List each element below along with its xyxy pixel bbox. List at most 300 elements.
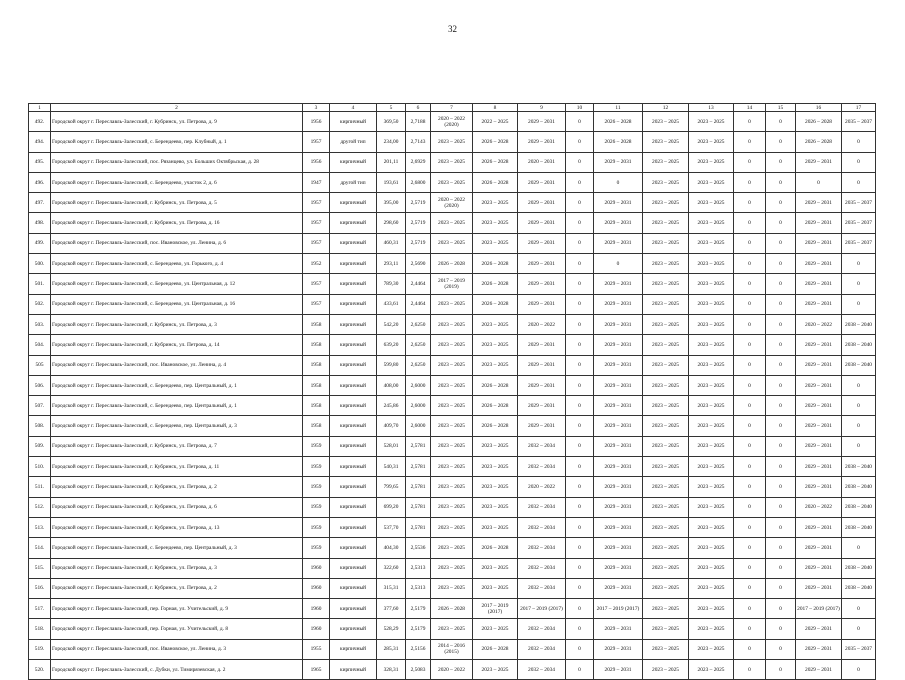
table-cell: 0 — [594, 254, 643, 274]
table-cell: кирпичный — [330, 599, 377, 619]
table-cell: 0 — [566, 152, 594, 172]
table-cell: 2032 – 2034 — [518, 619, 566, 639]
row-number: 513. — [29, 517, 51, 537]
address-cell: Городской округ г. Переславль-Залесский, г. Кубринск, ул. Петрова, д. 11 — [51, 457, 303, 477]
column-header: 6 — [406, 104, 431, 112]
table-cell: 2026 – 2028 — [431, 254, 473, 274]
table-cell: 0 — [734, 193, 766, 213]
table-cell: 2023 – 2025 — [431, 578, 473, 598]
row-number: 506. — [29, 375, 51, 395]
table-cell: 2023 – 2025 — [643, 112, 689, 132]
table-cell: 2,5781 — [406, 457, 431, 477]
table-cell: 2029 – 2031 — [518, 254, 566, 274]
table-cell: 433,61 — [377, 294, 406, 314]
table-row — [29, 172, 876, 192]
table-cell: 2029 – 2031 — [796, 517, 842, 537]
table-cell: 1958 — [303, 314, 330, 334]
address-cell: Городской округ г. Переславль-Залесский, г. Кубринск, ул. Петрова, д. 13 — [51, 517, 303, 537]
table-cell: 2023 – 2025 — [689, 213, 734, 233]
table-cell: 599,80 — [377, 355, 406, 375]
table-cell: 2017 – 2019 (2017) — [473, 599, 518, 619]
table-cell: 234,00 — [377, 132, 406, 152]
table-cell: 2,5083 — [406, 660, 431, 680]
table-cell: 298,60 — [377, 213, 406, 233]
table-cell: 2029 – 2031 — [594, 416, 643, 436]
column-header: 1 — [29, 104, 51, 112]
table-cell: 2023 – 2025 — [431, 213, 473, 233]
table-cell: 2023 – 2025 — [431, 375, 473, 395]
table-cell: 2038 – 2040 — [842, 314, 876, 334]
table-cell: 2,6000 — [406, 416, 431, 436]
table-cell: 1958 — [303, 375, 330, 395]
table-cell: 0 — [842, 254, 876, 274]
address-cell: Городской округ г. Переславль-Залесский, с. Берендеево, ул. Центральная, д. 12 — [51, 274, 303, 294]
table-cell: 2038 – 2040 — [842, 517, 876, 537]
table-cell: 2029 – 2031 — [594, 639, 643, 659]
table-cell: 2029 – 2031 — [518, 375, 566, 395]
table-cell: 369,50 — [377, 112, 406, 132]
table-cell: 0 — [566, 112, 594, 132]
table-cell: 2023 – 2025 — [431, 396, 473, 416]
table-cell: 1965 — [303, 660, 330, 680]
table-cell: 1959 — [303, 517, 330, 537]
table-cell: 0 — [734, 274, 766, 294]
table-row — [29, 233, 876, 253]
table-cell: 2023 – 2025 — [689, 152, 734, 172]
table-cell: 2023 – 2025 — [643, 132, 689, 152]
table-cell: 2,5781 — [406, 497, 431, 517]
table-cell: 1958 — [303, 416, 330, 436]
table-cell: 2029 – 2031 — [594, 538, 643, 558]
table-cell: 0 — [842, 172, 876, 192]
table-cell: 1957 — [303, 294, 330, 314]
row-number: 512. — [29, 497, 51, 517]
table-cell: 0 — [734, 599, 766, 619]
table-cell: 201,11 — [377, 152, 406, 172]
table-cell: 2023 – 2025 — [643, 274, 689, 294]
table-cell: 2035 – 2037 — [842, 639, 876, 659]
address-cell: Городской округ г. Переславль-Залесский, г. Кубринск, ул. Петрова, д. 9 — [51, 112, 303, 132]
table-cell: 2023 – 2025 — [689, 335, 734, 355]
table-cell: 395,00 — [377, 193, 406, 213]
row-number: 495. — [29, 152, 51, 172]
table-cell: 2023 – 2025 — [431, 538, 473, 558]
address-cell: Городской округ г. Переславль-Залесский, с. Берендеево, участок 2, д. 6 — [51, 172, 303, 192]
table-cell: 0 — [766, 538, 796, 558]
table-row — [29, 578, 876, 598]
table-cell: 528,01 — [377, 436, 406, 456]
address-cell: Городской округ г. Переславль-Залесский, с. Берендеево, пер. Клубный, д. 1 — [51, 132, 303, 152]
table-row — [29, 639, 876, 659]
header-row — [29, 104, 876, 112]
table-cell: 2026 – 2028 — [473, 375, 518, 395]
table-cell: 2035 – 2037 — [842, 193, 876, 213]
table-cell: 2038 – 2040 — [842, 578, 876, 598]
table-cell: 0 — [566, 619, 594, 639]
address-cell: Городской округ г. Переславль-Залесский, с. Берендеево, пер. Центральный, д. 1 — [51, 375, 303, 395]
table-cell: 2026 – 2028 — [473, 416, 518, 436]
table-cell: 2023 – 2025 — [643, 517, 689, 537]
table-cell: 2023 – 2025 — [473, 314, 518, 334]
table-cell: 2023 – 2025 — [643, 172, 689, 192]
table-cell: 2029 – 2031 — [594, 578, 643, 598]
table-cell: 1960 — [303, 619, 330, 639]
table-cell: 2023 – 2025 — [473, 213, 518, 233]
table-cell: 2029 – 2031 — [594, 477, 643, 497]
table-cell: 2023 – 2025 — [643, 558, 689, 578]
table-cell: 2,6250 — [406, 355, 431, 375]
table-cell: 315,31 — [377, 578, 406, 598]
table-cell: 0 — [566, 558, 594, 578]
table-cell: 0 — [766, 477, 796, 497]
table-cell: 0 — [734, 538, 766, 558]
table-row — [29, 538, 876, 558]
table-cell: 0 — [734, 355, 766, 375]
table-cell: 2020 – 2022 (2020) — [431, 112, 473, 132]
table-cell: 2023 – 2025 — [643, 335, 689, 355]
table-cell: 0 — [734, 314, 766, 334]
table-cell: 0 — [766, 314, 796, 334]
table-cell: 2023 – 2025 — [689, 314, 734, 334]
table-cell: 0 — [766, 112, 796, 132]
table-cell: 2029 – 2031 — [594, 660, 643, 680]
table-cell: 537,70 — [377, 517, 406, 537]
table-cell: 2023 – 2025 — [643, 578, 689, 598]
table-cell: 0 — [566, 416, 594, 436]
table-cell: 2038 – 2040 — [842, 497, 876, 517]
table-cell: 2023 – 2025 — [643, 233, 689, 253]
table-cell: кирпичный — [330, 660, 377, 680]
table-cell: 285,31 — [377, 639, 406, 659]
table-cell: 0 — [766, 193, 796, 213]
table-cell: 2023 – 2025 — [473, 436, 518, 456]
column-header: 5 — [377, 104, 406, 112]
table-cell: 0 — [766, 599, 796, 619]
table-cell: 2023 – 2025 — [689, 254, 734, 274]
table-cell: 2032 – 2034 — [518, 558, 566, 578]
table-cell: 2023 – 2025 — [643, 193, 689, 213]
row-number: 508. — [29, 416, 51, 436]
table-cell: 2023 – 2025 — [431, 477, 473, 497]
table-cell: 2,5781 — [406, 517, 431, 537]
table-cell: 542,20 — [377, 314, 406, 334]
table-cell: 0 — [842, 132, 876, 152]
table-cell: 1959 — [303, 538, 330, 558]
table-cell: 377,60 — [377, 599, 406, 619]
table-cell: 2026 – 2028 — [594, 112, 643, 132]
table-row — [29, 132, 876, 152]
table-cell: 2035 – 2037 — [842, 233, 876, 253]
table-cell: 2029 – 2031 — [594, 457, 643, 477]
table-cell: 2,5781 — [406, 477, 431, 497]
row-number: 497. — [29, 193, 51, 213]
table-cell: 0 — [734, 457, 766, 477]
table-cell: 0 — [842, 599, 876, 619]
table-cell: 2023 – 2025 — [643, 416, 689, 436]
table-cell: 2029 – 2031 — [796, 538, 842, 558]
table-cell: 2032 – 2034 — [518, 578, 566, 598]
table-cell: 2023 – 2025 — [689, 599, 734, 619]
column-header: 16 — [796, 104, 842, 112]
table-cell: 2032 – 2034 — [518, 517, 566, 537]
table-cell: кирпичный — [330, 233, 377, 253]
table-cell: 0 — [594, 172, 643, 192]
table-cell: 2029 – 2031 — [594, 436, 643, 456]
table-row — [29, 314, 876, 334]
table-cell: 0 — [566, 639, 594, 659]
table-cell: 2029 – 2031 — [796, 193, 842, 213]
table-cell: 2026 – 2028 — [473, 396, 518, 416]
table-cell: 528,29 — [377, 619, 406, 639]
table-cell: 2,7143 — [406, 132, 431, 152]
table-cell: 2023 – 2025 — [643, 497, 689, 517]
table-cell: 2023 – 2025 — [689, 660, 734, 680]
table-cell: 1960 — [303, 599, 330, 619]
row-number: 520. — [29, 660, 51, 680]
table-cell: 0 — [766, 619, 796, 639]
table-cell: 2029 – 2031 — [594, 213, 643, 233]
table-cell: 2023 – 2025 — [643, 639, 689, 659]
table-cell: 2023 – 2025 — [431, 152, 473, 172]
table-cell: 0 — [766, 436, 796, 456]
table-cell: 2023 – 2025 — [431, 294, 473, 314]
table-row — [29, 294, 876, 314]
table-cell: 2020 – 2031 — [518, 152, 566, 172]
table-cell: 2020 – 2022 (2020) — [431, 193, 473, 213]
address-cell: Городской округ г. Переславль-Залесский, с. Дубки, ул. Тимирязевская, д. 2 — [51, 660, 303, 680]
table-cell: 2020 – 2022 — [796, 497, 842, 517]
table-cell: 540,31 — [377, 457, 406, 477]
column-header: 4 — [330, 104, 377, 112]
table-cell: 2032 – 2034 — [518, 436, 566, 456]
table-cell: 2029 – 2031 — [796, 274, 842, 294]
column-header: 15 — [766, 104, 796, 112]
row-number: 498. — [29, 213, 51, 233]
table-cell: кирпичный — [330, 619, 377, 639]
table-cell: 2029 – 2031 — [594, 558, 643, 578]
table-cell: 2029 – 2031 — [796, 457, 842, 477]
table-cell: 2023 – 2025 — [643, 294, 689, 314]
table-cell: 2038 – 2040 — [842, 558, 876, 578]
table-cell: 0 — [566, 517, 594, 537]
table-cell: 0 — [734, 254, 766, 274]
table-cell: 0 — [766, 132, 796, 152]
table-cell: 2029 – 2031 — [594, 314, 643, 334]
table-cell: 2032 – 2034 — [518, 538, 566, 558]
table-cell: 1957 — [303, 274, 330, 294]
table-cell: кирпичный — [330, 294, 377, 314]
table-cell: 1956 — [303, 112, 330, 132]
row-number: 507. — [29, 396, 51, 416]
table-cell: 2,5313 — [406, 558, 431, 578]
table-cell: 2,6929 — [406, 152, 431, 172]
table-cell: 2029 – 2031 — [594, 355, 643, 375]
table-row — [29, 517, 876, 537]
table-cell: кирпичный — [330, 152, 377, 172]
table-cell: 0 — [734, 477, 766, 497]
table-cell: 0 — [734, 213, 766, 233]
column-header: 10 — [566, 104, 594, 112]
table-row — [29, 274, 876, 294]
table-cell: 2023 – 2025 — [689, 457, 734, 477]
table-cell: 0 — [566, 233, 594, 253]
table-cell: 2029 – 2031 — [594, 274, 643, 294]
address-cell: Городской округ г. Переславль-Залесский, пос. Ивановское, ул. Ленина, д. 3 — [51, 639, 303, 659]
table-cell: 2029 – 2031 — [796, 416, 842, 436]
table-cell: кирпичный — [330, 578, 377, 598]
table-cell: 1959 — [303, 436, 330, 456]
table-cell: 0 — [734, 578, 766, 598]
table-cell: 2026 – 2028 — [796, 112, 842, 132]
table-cell: 2023 – 2025 — [473, 619, 518, 639]
table-cell: 2029 – 2031 — [796, 152, 842, 172]
table-cell: 0 — [566, 355, 594, 375]
column-header: 12 — [643, 104, 689, 112]
table-cell: 2029 – 2031 — [518, 172, 566, 192]
table-cell: 2023 – 2025 — [689, 294, 734, 314]
table-cell: кирпичный — [330, 254, 377, 274]
table-cell: кирпичный — [330, 558, 377, 578]
table-cell: 2029 – 2031 — [796, 639, 842, 659]
table-cell: 0 — [842, 274, 876, 294]
table-cell: 0 — [734, 639, 766, 659]
table-cell: 0 — [766, 152, 796, 172]
table-cell: кирпичный — [330, 314, 377, 334]
table-cell: 2029 – 2031 — [518, 396, 566, 416]
table-cell: другой тип — [330, 172, 377, 192]
table-cell: 2029 – 2031 — [518, 355, 566, 375]
table-cell: 2023 – 2025 — [473, 355, 518, 375]
row-number: 500. — [29, 254, 51, 274]
table-cell: кирпичный — [330, 335, 377, 355]
table-cell: кирпичный — [330, 274, 377, 294]
table-cell: 2023 – 2025 — [473, 497, 518, 517]
table-cell: 0 — [566, 335, 594, 355]
table-cell: 2023 – 2025 — [431, 132, 473, 152]
table-cell: 2023 – 2025 — [643, 213, 689, 233]
address-cell: Городской округ г. Переславль-Залесский, с. Берендеево, пер. Центральный, д. 3 — [51, 538, 303, 558]
table-cell: 2029 – 2031 — [518, 335, 566, 355]
row-number: 503. — [29, 314, 51, 334]
table-cell: 1956 — [303, 152, 330, 172]
table-cell: 2023 – 2025 — [689, 639, 734, 659]
table-cell: 2029 – 2031 — [518, 233, 566, 253]
table-cell: 0 — [766, 660, 796, 680]
table-cell: 2023 – 2025 — [431, 517, 473, 537]
table-row — [29, 112, 876, 132]
table-cell: 2026 – 2028 — [473, 639, 518, 659]
table-row — [29, 619, 876, 639]
address-cell: Городской округ г. Переславль-Залесский, г. Кубринск, ул. Петрова, д. 14 — [51, 335, 303, 355]
table-cell: 409,70 — [377, 416, 406, 436]
table-cell: 2023 – 2025 — [689, 375, 734, 395]
table-cell: 2029 – 2031 — [796, 294, 842, 314]
table-cell: кирпичный — [330, 538, 377, 558]
table-cell: 0 — [566, 314, 594, 334]
table-cell: 0 — [734, 233, 766, 253]
table-cell: 0 — [766, 294, 796, 314]
table-cell: 2026 – 2028 — [473, 132, 518, 152]
table-cell: 2023 – 2025 — [689, 274, 734, 294]
table-cell: 1957 — [303, 213, 330, 233]
page-number: 32 — [448, 24, 457, 34]
table-cell: 2023 – 2025 — [473, 335, 518, 355]
table-cell: 328,31 — [377, 660, 406, 680]
table-cell: 2023 – 2025 — [689, 233, 734, 253]
table-cell: 2038 – 2040 — [842, 335, 876, 355]
table-cell: 2,5719 — [406, 193, 431, 213]
table-cell: 2023 – 2025 — [431, 457, 473, 477]
table-cell: 2020 – 2022 — [518, 477, 566, 497]
table-cell: 2035 – 2037 — [842, 112, 876, 132]
table-cell: 2029 – 2031 — [796, 477, 842, 497]
table-cell: 0 — [766, 416, 796, 436]
table-cell: 2035 – 2037 — [842, 213, 876, 233]
table-cell: 2029 – 2031 — [594, 335, 643, 355]
table-cell: 2,6000 — [406, 375, 431, 395]
table-cell: 2023 – 2025 — [689, 477, 734, 497]
row-number: 514. — [29, 538, 51, 558]
table-cell: 2032 – 2034 — [518, 660, 566, 680]
table-cell: 2029 – 2031 — [796, 619, 842, 639]
table-cell: 0 — [734, 132, 766, 152]
address-cell: Городской округ г. Переславль-Залесский, г. Кубринск, ул. Петрова, д. 2 — [51, 578, 303, 598]
table-cell: кирпичный — [330, 355, 377, 375]
table-cell: 0 — [766, 396, 796, 416]
address-cell: Городской округ г. Переславль-Залесский, г. Кубринск, ул. Петрова, д. 3 — [51, 314, 303, 334]
column-header: 9 — [518, 104, 566, 112]
table-cell: 0 — [842, 375, 876, 395]
table-cell: 0 — [842, 538, 876, 558]
table-cell: 2038 – 2040 — [842, 477, 876, 497]
table-cell: 0 — [734, 416, 766, 436]
table-cell: 2029 – 2031 — [796, 355, 842, 375]
table-cell: 2029 – 2031 — [594, 497, 643, 517]
row-number: 502. — [29, 294, 51, 314]
table-cell: 0 — [766, 233, 796, 253]
table-cell: 0 — [734, 660, 766, 680]
column-header: 2 — [51, 104, 303, 112]
table-cell: 0 — [566, 436, 594, 456]
table-row — [29, 660, 876, 680]
row-number: 504. — [29, 335, 51, 355]
table-cell: кирпичный — [330, 213, 377, 233]
table-cell: другой тип — [330, 132, 377, 152]
table-row — [29, 254, 876, 274]
row-number: 519. — [29, 639, 51, 659]
address-cell: Городской округ г. Переславль-Залесский, г. Кубринск, ул. Петрова, д. 6 — [51, 497, 303, 517]
table-cell: 2,5313 — [406, 578, 431, 598]
table-cell: 2023 – 2025 — [431, 233, 473, 253]
row-number: 496. — [29, 172, 51, 192]
row-number: 494. — [29, 132, 51, 152]
table-cell: 2,5156 — [406, 639, 431, 659]
table-cell: 0 — [766, 375, 796, 395]
table-cell: 0 — [566, 578, 594, 598]
table-cell: 2,4464 — [406, 274, 431, 294]
table-cell: 2029 – 2031 — [594, 193, 643, 213]
table-cell: 2029 – 2031 — [594, 152, 643, 172]
table-cell: 0 — [766, 517, 796, 537]
table-cell: 2029 – 2031 — [518, 294, 566, 314]
row-number: 517. — [29, 599, 51, 619]
address-cell: Городской округ г. Переславль-Залесский, с. Берендеево, ул. Центральная, д. 16 — [51, 294, 303, 314]
row-number: 515. — [29, 558, 51, 578]
table-cell: 2023 – 2025 — [431, 172, 473, 192]
address-cell: Городской округ г. Переславль-Залесский, с. Берендеево, пер. Центральный, д. 3 — [51, 416, 303, 436]
table-cell: 2023 – 2025 — [689, 396, 734, 416]
table-cell: 2026 – 2028 — [473, 274, 518, 294]
